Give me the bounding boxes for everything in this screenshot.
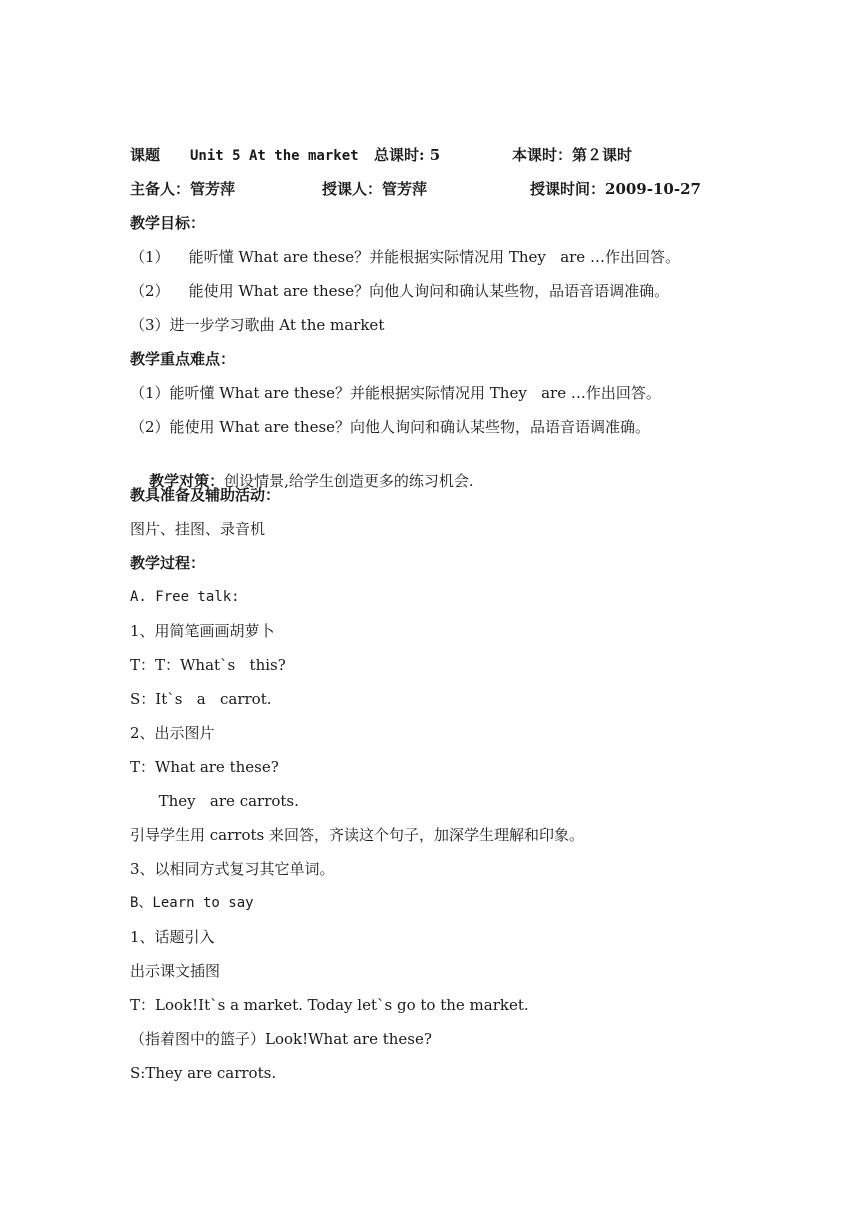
objective-item: （3）进一步学习歌曲 At the market [130,316,385,334]
teacher: 授课人：管芳萍 [322,180,428,198]
process-line: 2、出示图片 [130,724,215,742]
strategy-label: 教学对策： [149,472,225,490]
tools-heading: 教具准备及辅助活动： [130,486,281,504]
header-people-row [130,179,730,199]
process-line: 1、用简笔画画胡萝卜 [130,622,275,640]
teach-date: 授课时间：2009-10-27 [530,180,701,198]
process-line: T：Look!It`s a market. Today let`s go to the market. [130,996,529,1014]
process-line: 1、话题引入 [130,928,215,946]
objective-item: （1） 能听懂 What are these？并能根据实际情况用 They are …作出回答。 [130,248,680,266]
objectives-heading: 教学目标： [130,214,206,232]
process-line: 3、以相同方式复习其它单词。 [130,860,335,878]
process-line: S:They are carrots. [130,1064,277,1082]
header-title-row [130,145,730,165]
tools-text: 图片、挂图、录音机 [130,520,266,538]
strategy-text: 创设情景,给学生创造更多的练习机会. [224,472,474,490]
process-line: S：It`s a carrot. [130,690,272,708]
process-line: T：T：What`s this? [130,656,286,674]
process-line: 出示课文插图 [130,962,221,980]
key-points-heading: 教学重点难点： [130,350,236,368]
process-line: They are carrots. [130,792,299,810]
process-line: B、Learn to say [130,895,254,911]
this-hour: 本课时：第２课时 [512,146,633,164]
key-point-item: （1）能听懂 What are these？并能根据实际情况用 They are …作出回答。 [130,384,661,402]
process-line: 引导学生用 carrots 来回答，齐读这个句子，加深学生理解和印象。 [130,826,584,844]
process-line: T：What are these? [130,758,279,776]
objective-item: （2） 能使用 What are these？向他人询问和确认某些物，品语音语调准确。 [130,282,670,300]
process-heading: 教学过程： [130,554,206,572]
preparer: 主备人：管芳萍 [130,180,236,198]
key-point-item: （2）能使用 What are these？向他人询问和确认某些物，品语音语调准确。 [130,418,651,436]
title-unit: Unit 5 At the market [190,148,359,164]
process-line: A. Free talk: [130,589,240,605]
title-label: 课题 [130,146,161,164]
process-line: （指着图中的篮子）Look!What are these? [130,1030,432,1048]
total-hours: 总课时: 5 [374,146,441,164]
